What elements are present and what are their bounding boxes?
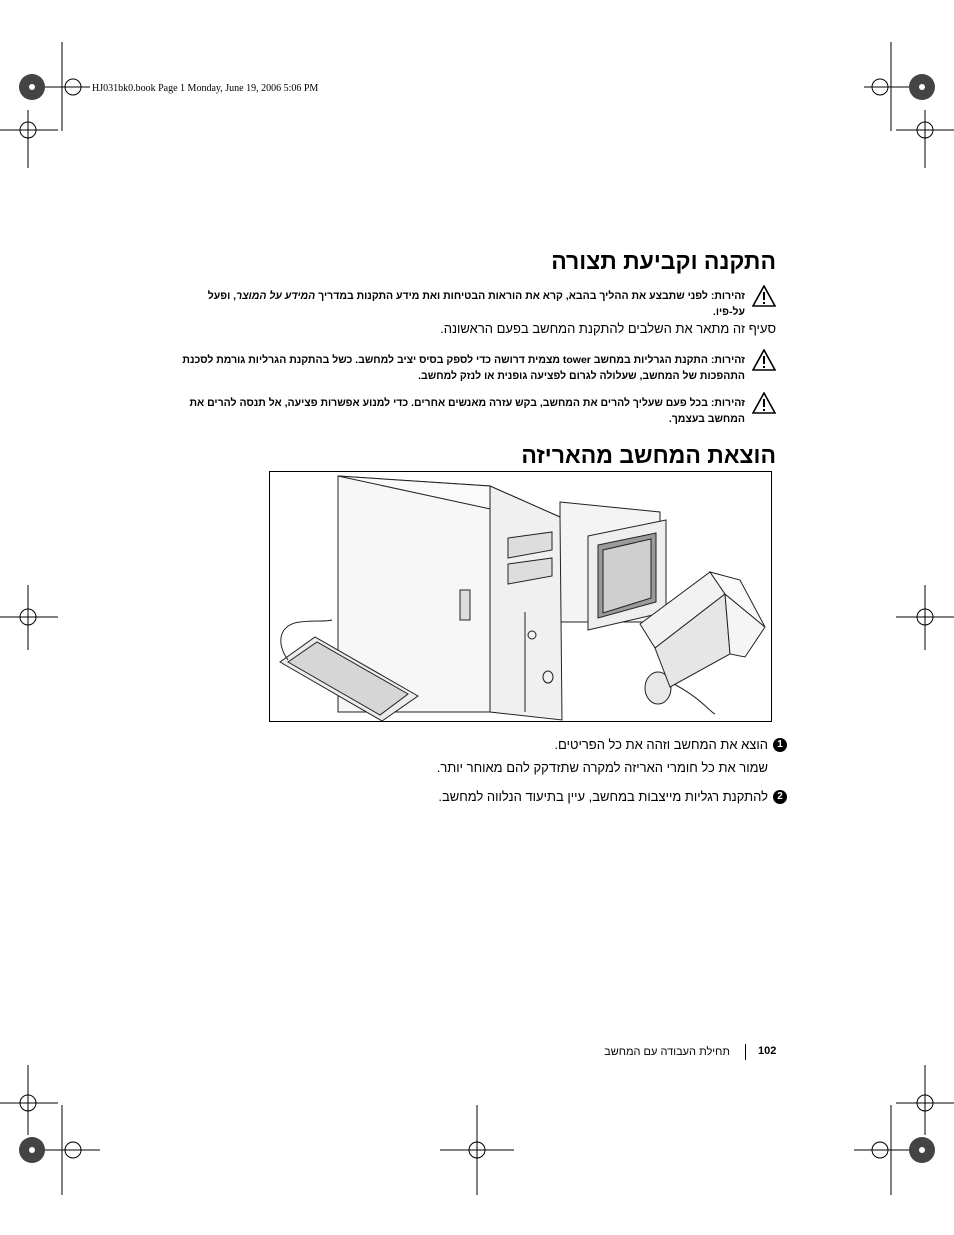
warning-text: התקנת הגרליות במחשב tower מצמית דרושה כדי לספק בסיס יציב למחשב. כשל בהתקנת הגרליות גורמת לסכנת התהפכות של המחשב, שעלולה לגרום לפציעה גופנית או לנזק למחשב. [182,354,745,382]
step-1-continuation: שמור את כל חומרי האריזה למקרה שתזדקק להם מאוחר יותר. [436,760,768,775]
page-number: 102 [758,1045,777,1057]
unpacking-illustration [269,471,772,722]
warning-text: בכל פעם שעליך להרים את המחשב, בקש עזרה מאנשים אחרים. כדי למנוע אפשרות פציעה, אל תנסה להרים את המחשב בעצמך. [189,397,745,425]
subsection-title: הוצאת המחשב מהאריזה [521,442,776,468]
warning-emphasis: המידע על המוצר [236,290,316,302]
warning-text: לפני שתבצע את ההליך בהבא, קרא את הוראות הבטיחות ואת מידע התקנות במדריך [318,290,708,302]
warning-triangle-icon [752,285,776,307]
warning-label: זהירות: [710,290,745,302]
step-text: הוצא את המחשב וזהה את כל הפריטים. [554,737,768,752]
step-text: להתקנת רגליות מייצבות במחשב, עיין בתיעוד הנלווה למחשב. [438,789,768,804]
footer-chapter-title: תחילת העבודה עם המחשב [604,1046,730,1058]
print-header: HJ031bk0.book Page 1 Monday, June 19, 2006 5:06 PM [92,83,319,94]
step-2 [438,789,783,804]
warning-1 [176,288,776,320]
warning-3 [176,395,776,427]
step-number: 1 [773,738,787,752]
warning-2 [176,352,776,384]
warning-triangle-icon [752,349,776,371]
warning-text-end: , ופעל על-פיו. [207,290,745,318]
warning-label: זהירות: [710,397,745,409]
warning-triangle-icon [752,392,776,414]
step-number: 2 [773,790,787,804]
computer-setup-drawing [270,472,771,721]
footer-divider [745,1044,746,1060]
intro-text: סעיף זה מתאר את השלבים להתקנת המחשב בפעם הראשונה. [440,321,776,336]
warning-label: זהירות: [710,354,745,366]
section-title: התקנה וקביעת תצורה [551,248,776,274]
step-1 [554,737,783,752]
